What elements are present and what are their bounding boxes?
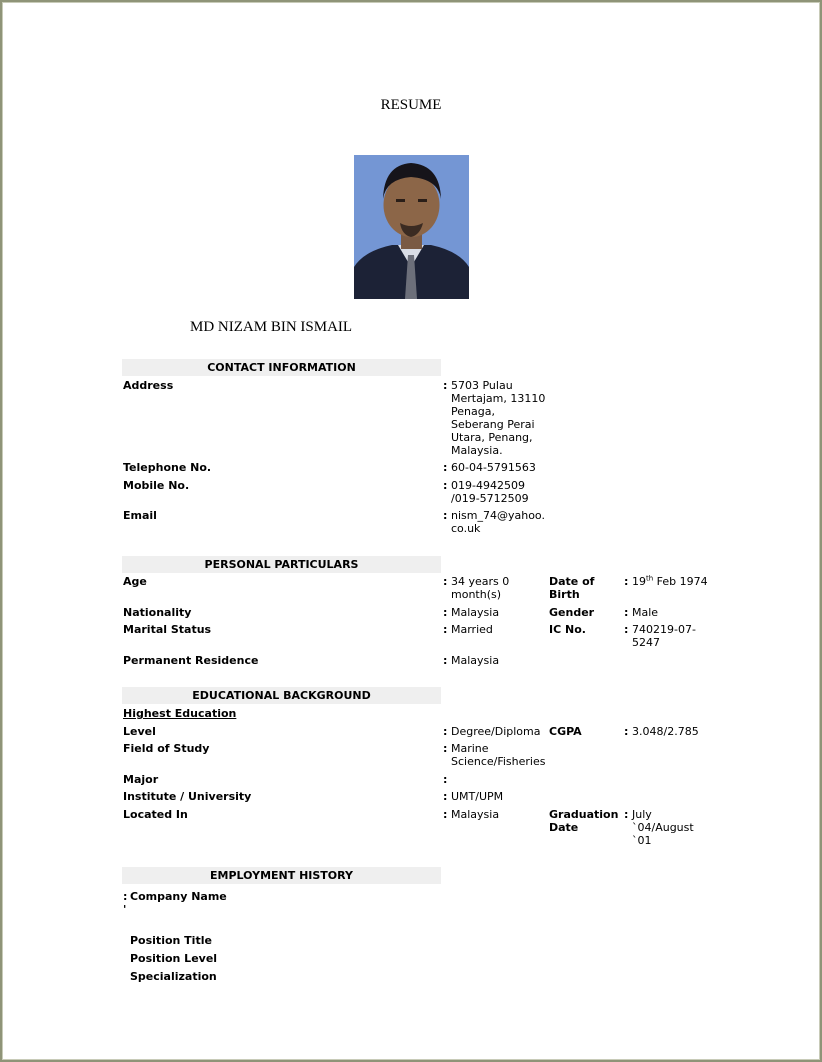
age-value: 34 years 0 month(s) [451,575,510,601]
position-level-label: Position Level [130,952,218,965]
ic-value: 740219-07-5247 [632,623,696,649]
colon: : [443,575,448,588]
dob-suffix: th [646,574,654,583]
nationality-label: Nationality [123,606,192,619]
colon: : [624,725,629,738]
located-in-label: Located In [123,808,188,821]
colon: : [443,509,448,522]
graduation-date-label: Graduation Date [549,808,619,834]
stray-mark: ' [123,903,127,916]
colon: : [443,379,448,392]
colon: : [443,606,448,619]
major-label: Major [123,773,159,786]
telephone-label: Telephone No. [123,461,212,474]
telephone-value: 60-04-5791563 [451,461,536,474]
institute-label: Institute / University [123,790,252,803]
specialization-label: Specialization [130,970,217,983]
colon: : [443,773,448,786]
marital-value: Married [451,623,493,636]
dob-label: Date of Birth [549,575,595,601]
field-of-study-value: Marine Science/Fisheries [451,742,546,768]
field-of-study-label: Field of Study [123,742,210,755]
mobile-value: 019-4942509 /019-5712509 [451,479,529,505]
education-section-heading: EDUCATIONAL BACKGROUND [122,687,441,704]
colon: : [443,623,448,636]
company-name-label: Company Name [130,890,227,903]
colon: : [624,623,629,636]
nationality-value: Malaysia [451,606,500,619]
colon: : [443,479,448,492]
colon: : [443,808,448,821]
highest-education-subheading: Highest Education [123,707,237,720]
level-value: Degree/Diploma [451,725,541,738]
personal-section-heading: PERSONAL PARTICULARS [122,556,441,573]
residence-label: Permanent Residence [123,654,259,667]
colon: : [443,654,448,667]
profile-photo [354,155,469,299]
marital-label: Marital Status [123,623,212,636]
graduation-date-value: July `04/August `01 [632,808,694,847]
residence-value: Malaysia [451,654,500,667]
resume-title: RESUME [380,97,442,113]
age-label: Age [123,575,147,588]
dob-day: 19 [632,575,646,588]
candidate-name: MD NIZAM BIN ISMAIL [190,319,353,335]
portrait-image [354,155,469,299]
colon: : [624,606,629,619]
colon: : [624,808,629,821]
address-label: Address [123,379,174,392]
ic-label: IC No. [549,623,586,636]
email-value: nism_74@yahoo. co.uk [451,509,545,535]
colon: : [443,790,448,803]
gender-value: Male [632,606,659,619]
email-label: Email [123,509,157,522]
dob-value [632,575,712,588]
gender-label: Gender [549,606,595,619]
mobile-label: Mobile No. [123,479,190,492]
colon: : [624,575,629,588]
located-in-value: Malaysia [451,808,500,821]
colon: : [443,725,448,738]
cgpa-label: CGPA [549,725,582,738]
colon: : [443,742,448,755]
dob-rest: Feb 1974 [653,575,708,588]
institute-value: UMT/UPM [451,790,504,803]
cgpa-value: 3.048/2.785 [632,725,699,738]
contact-section-heading: CONTACT INFORMATION [122,359,441,376]
position-title-label: Position Title [130,934,212,947]
colon: : [443,461,448,474]
address-value: 5703 Pulau Mertajam, 13110 Penaga, Seberang Perai Utara, Penang, Malaysia. [451,379,546,457]
employment-section-heading: EMPLOYMENT HISTORY [122,867,441,884]
colon: : [123,890,128,903]
level-label: Level [123,725,156,738]
